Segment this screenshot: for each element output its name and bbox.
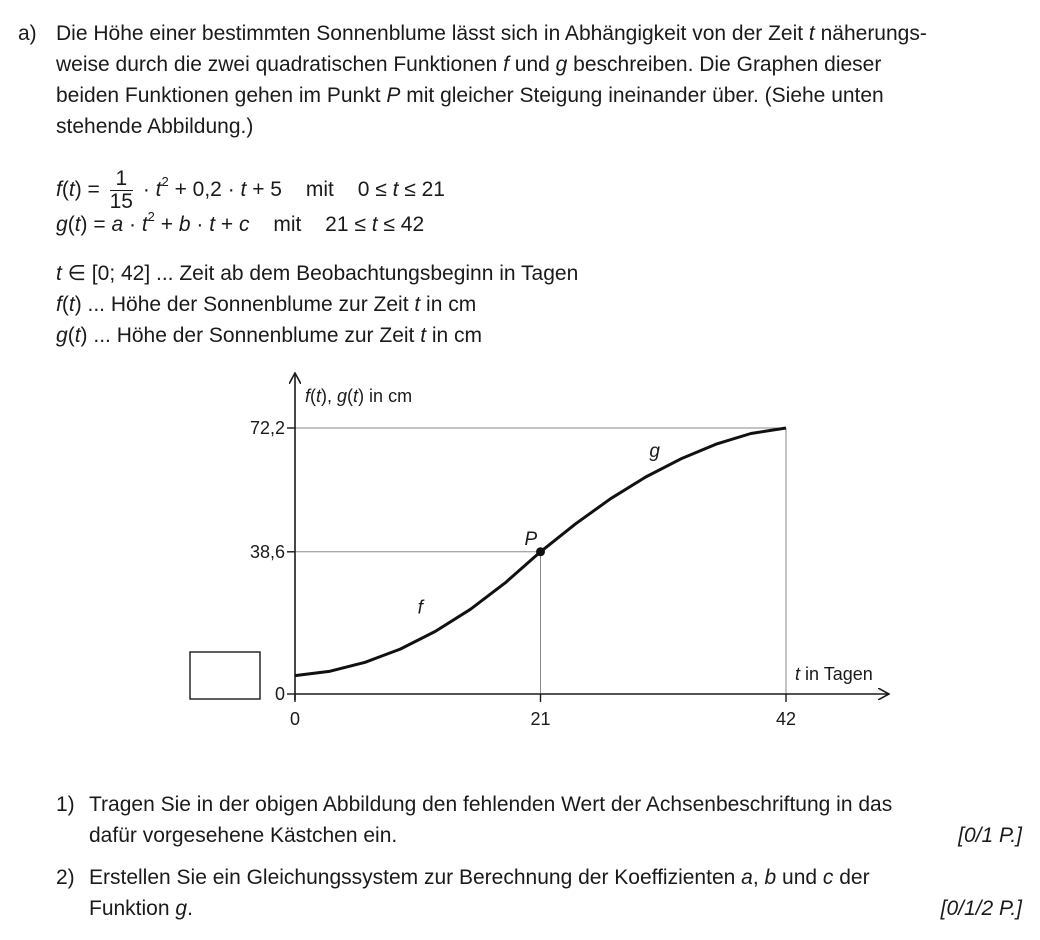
question-points: [0/1/2 P.] bbox=[940, 897, 1022, 920]
fraction-denominator: 15 bbox=[109, 190, 133, 213]
formula-f-rest: · $t^2 + 0,2 \cdot t + 5$ bbox=[142, 174, 282, 202]
question-text-line: Tragen Sie in der obigen Abbildung den fehlenden Wert der Achsenbeschriftung in das bbox=[89, 793, 893, 816]
intro-line: beiden Funktionen gehen im Punkt P mit gleicher Steigung ineinander über. (Siehe unten bbox=[56, 84, 884, 107]
formula-g-domain: 21 ≤ t ≤ 42 bbox=[325, 213, 425, 236]
question-number: 2) bbox=[56, 866, 75, 889]
guide-lines bbox=[295, 428, 786, 694]
question-text-line: Erstellen Sie ein Gleichungssystem zur Berechnung der Koeffizienten a, b und c der bbox=[89, 866, 870, 889]
y-tick-label: 0 bbox=[274, 684, 285, 704]
definition-g: g(t) ... Höhe der Sonnenblume zur Zeit t in cm bbox=[56, 324, 483, 347]
x-tick-label: 21 bbox=[530, 709, 551, 729]
missing-axis-label-box[interactable] bbox=[190, 652, 260, 699]
formula-g-mit: mit bbox=[273, 213, 302, 236]
task-intro bbox=[56, 18, 1026, 142]
y-tick-label: 38,6 bbox=[249, 541, 285, 562]
axis-ticks bbox=[250, 418, 796, 729]
intro-line: weise durch die zwei quadratischen Funktionen f und g beschreiben. Die Graphen dieser bbox=[56, 53, 882, 76]
point-p-label: P bbox=[524, 528, 538, 550]
question-points: [0/1 P.] bbox=[958, 824, 1022, 847]
x-tick-label: 42 bbox=[775, 709, 797, 729]
variable-definitions bbox=[56, 258, 578, 351]
formula-g bbox=[56, 209, 425, 237]
sunflower-height-chart bbox=[0, 360, 1040, 740]
fraction-numerator: 1 bbox=[110, 168, 133, 191]
x-axis-label: t in Tagen bbox=[795, 664, 873, 684]
question-number: 1) bbox=[56, 793, 75, 816]
intro-line: stehende Abbildung.) bbox=[56, 115, 254, 138]
question-text-line: dafür vorgesehene Kästchen ein. bbox=[89, 824, 398, 847]
curve-label-f: f bbox=[417, 597, 423, 619]
formula-f bbox=[56, 168, 445, 213]
point-p bbox=[536, 547, 545, 556]
task-letter: a) bbox=[18, 22, 37, 45]
formula-f-lhs: f(t) = bbox=[56, 178, 100, 202]
formula-f-domain: 0 ≤ t ≤ 21 bbox=[357, 178, 445, 202]
formula-f-fraction bbox=[110, 168, 133, 213]
x-tick-label: 0 bbox=[289, 709, 301, 729]
formula-f-mit: mit bbox=[305, 178, 334, 202]
curve-g bbox=[541, 428, 787, 552]
y-tick-label: 72,2 bbox=[249, 418, 285, 438]
intro-line: Die Höhe einer bestimmten Sonnenblume lässt sich in Abhängigkeit von der Zeit t näherungs- bbox=[56, 22, 927, 45]
definition-f: f(t) ... Höhe der Sonnenblume zur Zeit t in cm bbox=[56, 293, 477, 316]
definition-t: t ∈ [0; 42] ... Zeit ab dem Beobachtungsbeginn in Tagen bbox=[56, 262, 579, 285]
curve-label-g: g bbox=[649, 440, 660, 462]
formula-g-lhs: $g(t) = a \cdot t^2 + b \cdot t + c$ bbox=[56, 209, 250, 236]
question-text-line: Funktion g. bbox=[89, 897, 193, 920]
y-axis-label: f(t), g(t) in cm bbox=[305, 386, 413, 406]
